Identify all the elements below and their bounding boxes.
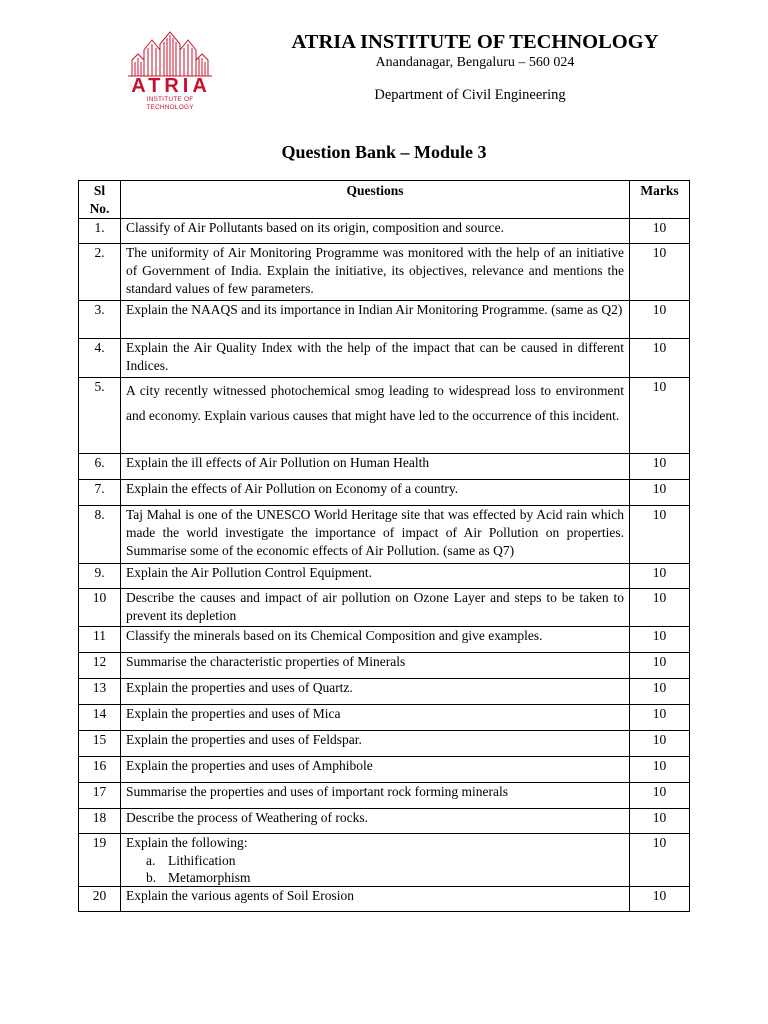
question-text: The uniformity of Air Monitoring Programme was monitored with the help of an initiative of Government of India. Explain the initiative, its objectives, relevance and mentions the standard values of few parameters. <box>126 245 624 296</box>
sub-item-text: Lithification <box>168 853 236 868</box>
row-marks: 10 <box>630 454 690 480</box>
question-rows <box>79 219 690 912</box>
logo-subtext: INSTITUTE OF TECHNOLOGY <box>146 96 194 111</box>
row-question <box>121 301 630 339</box>
table-header-row <box>79 181 690 219</box>
row-question <box>121 589 630 627</box>
table-row <box>79 627 690 653</box>
sub-item-label: b. <box>146 870 157 885</box>
table-row <box>79 378 690 454</box>
row-marks: 10 <box>630 731 690 757</box>
row-marks: 10 <box>630 809 690 834</box>
row-sl-no: 9. <box>79 564 121 589</box>
question-text: A city recently witnessed photochemical smog leading to widespread loss to environment and economy. Explain various causes that might have led to the occurrence of this incident. <box>126 383 624 423</box>
question-text: Explain the effects of Air Pollution on Economy of a country. <box>126 481 459 496</box>
question-text: Summarise the characteristic properties of Minerals <box>126 654 406 669</box>
row-question <box>121 454 630 480</box>
table-row <box>79 339 690 378</box>
row-marks: 10 <box>630 834 690 887</box>
question-text: Taj Mahal is one of the UNESCO World Heritage site that was effected by Acid rain which made the world investigate the importance of impact of Air Pollution on properties. Summarise some of the economic effects of Air Pollution. (same as Q7) <box>126 507 624 558</box>
row-marks: 10 <box>630 589 690 627</box>
question-bank-table <box>78 180 690 912</box>
table-row <box>79 705 690 731</box>
row-marks: 10 <box>630 783 690 809</box>
row-sl-no: 1. <box>79 219 121 244</box>
department-name: Department of Civil Engineering <box>374 87 566 103</box>
table-row <box>79 887 690 912</box>
row-question <box>121 834 630 887</box>
row-question <box>121 506 630 564</box>
table-row <box>79 219 690 244</box>
row-sl-no: 16 <box>79 757 121 783</box>
sub-item-list <box>126 852 624 886</box>
row-sl-no: 20 <box>79 887 121 912</box>
row-sl-no: 10 <box>79 589 121 627</box>
table-row <box>79 564 690 589</box>
row-marks: 10 <box>630 378 690 454</box>
question-text: Classify of Air Pollutants based on its origin, composition and source. <box>126 220 504 235</box>
table-row <box>79 757 690 783</box>
question-text: Explain the properties and uses of Amphibole <box>126 758 373 773</box>
header-marks: Marks <box>630 181 690 219</box>
row-question <box>121 564 630 589</box>
question-text: Explain the NAAQS and its importance in Indian Air Monitoring Programme. (same as Q2) <box>126 302 623 317</box>
row-marks: 10 <box>630 653 690 679</box>
row-marks: 10 <box>630 679 690 705</box>
sub-item-text: Metamorphism <box>168 870 251 885</box>
row-sl-no: 7. <box>79 480 121 506</box>
building-skyline-icon <box>124 30 216 78</box>
row-sl-no: 13 <box>79 679 121 705</box>
row-question <box>121 339 630 378</box>
row-sl-no: 14 <box>79 705 121 731</box>
row-sl-no: 6. <box>79 454 121 480</box>
institute-logo <box>124 30 216 111</box>
row-question <box>121 731 630 757</box>
logo-wordmark: ATRIA <box>131 75 211 97</box>
institute-address: Anandanagar, Bengaluru – 560 024 <box>375 55 575 70</box>
row-sl-no: 15 <box>79 731 121 757</box>
question-text: Describe the process of Weathering of rocks. <box>126 810 368 825</box>
question-text: Explain the various agents of Soil Erosion <box>126 888 354 903</box>
document-title: Question Bank – Module 3 <box>281 142 487 162</box>
row-question <box>121 627 630 653</box>
sub-item-label: a. <box>146 853 156 868</box>
question-text: Explain the Air Pollution Control Equipment. <box>126 565 372 580</box>
table-row <box>79 506 690 564</box>
row-question <box>121 705 630 731</box>
table-row <box>79 589 690 627</box>
question-text: Explain the following: <box>126 835 248 850</box>
row-sl-no: 17 <box>79 783 121 809</box>
table-row <box>79 480 690 506</box>
row-question <box>121 244 630 301</box>
row-marks: 10 <box>630 480 690 506</box>
question-text: Explain the ill effects of Air Pollution on Human Health <box>126 455 430 470</box>
question-text: Explain the Air Quality Index with the help of the impact that can be caused in different Indices. <box>126 340 624 373</box>
row-marks: 10 <box>630 244 690 301</box>
row-question <box>121 679 630 705</box>
header-sl-no: Sl No. <box>79 181 121 219</box>
sub-item <box>146 852 624 869</box>
row-sl-no: 8. <box>79 506 121 564</box>
table-row <box>79 653 690 679</box>
table-row <box>79 454 690 480</box>
question-text: Summarise the properties and uses of important rock forming minerals <box>126 784 509 799</box>
table-row <box>79 834 690 887</box>
row-sl-no: 3. <box>79 301 121 339</box>
question-text: Explain the properties and uses of Quartz. <box>126 680 353 695</box>
row-marks: 10 <box>630 627 690 653</box>
table-row <box>79 783 690 809</box>
row-sl-no: 2. <box>79 244 121 301</box>
row-sl-no: 18 <box>79 809 121 834</box>
row-question <box>121 809 630 834</box>
row-marks: 10 <box>630 506 690 564</box>
row-question <box>121 887 630 912</box>
question-text: Classify the minerals based on its Chemical Composition and give examples. <box>126 628 543 643</box>
row-marks: 10 <box>630 219 690 244</box>
header-questions: Questions <box>121 181 630 219</box>
row-sl-no: 12 <box>79 653 121 679</box>
table-row <box>79 301 690 339</box>
row-sl-no: 5. <box>79 378 121 454</box>
sub-item <box>146 869 624 886</box>
row-question <box>121 757 630 783</box>
question-text: Explain the properties and uses of Mica <box>126 706 341 721</box>
row-sl-no: 11 <box>79 627 121 653</box>
row-question <box>121 653 630 679</box>
row-marks: 10 <box>630 301 690 339</box>
row-marks: 10 <box>630 339 690 378</box>
row-marks: 10 <box>630 564 690 589</box>
row-marks: 10 <box>630 705 690 731</box>
question-text: Describe the causes and impact of air pollution on Ozone Layer and steps to be taken to prevent its depletion <box>126 590 624 623</box>
table-row <box>79 809 690 834</box>
row-marks: 10 <box>630 887 690 912</box>
row-question <box>121 219 630 244</box>
table-row <box>79 244 690 301</box>
table-row <box>79 731 690 757</box>
row-question <box>121 480 630 506</box>
row-question <box>121 783 630 809</box>
table-row <box>79 679 690 705</box>
row-sl-no: 4. <box>79 339 121 378</box>
institute-name: ATRIA INSTITUTE OF TECHNOLOGY <box>291 31 659 53</box>
row-marks: 10 <box>630 757 690 783</box>
question-text: Explain the properties and uses of Feldspar. <box>126 732 362 747</box>
row-question <box>121 378 630 454</box>
row-sl-no: 19 <box>79 834 121 887</box>
